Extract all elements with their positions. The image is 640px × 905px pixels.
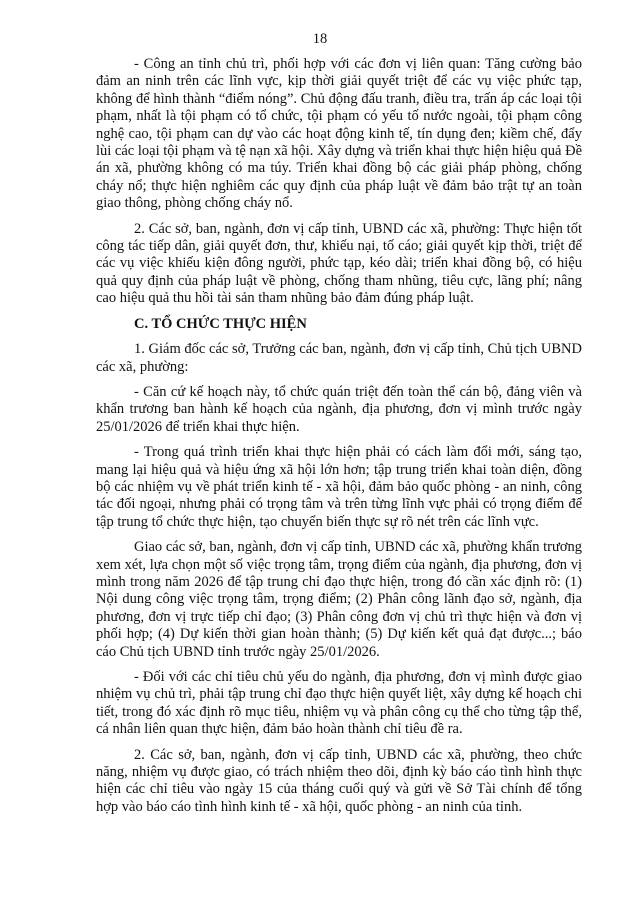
paragraph-quarterly-reporting: 2. Các sở, ban, ngành, đơn vị cấp tỉnh, UBND các xã, phường, theo chức năng, nhiệm vụ được giao, có trách nhiệm theo dõi, định kỳ báo cáo tình hình thực hiện các chỉ tiêu vào ngày 15 của tháng cuối quý và gửi về Sở Tài chính để tổng hợp vào báo cáo tình hình kinh tế - xã hội, quốc phòng - an ninh của tỉnh.: [96, 746, 582, 815]
paragraph-key-tasks-selection: Giao các sở, ban, ngành, đơn vị cấp tỉnh, UBND các xã, phường khẩn trương xem xét, lựa chọn một số việc trọng tâm, trọng điểm của ngành, địa phương, đơn vị mình trong năm 2026 để tập trung chỉ đạo thực hiện, trong đó cần xác định rõ: (1) Nội dung công việc trọng tâm, trọng điểm; (2) Phân công lãnh đạo sở, ngành, địa phương, đơn vị trực tiếp chỉ đạo; (3) Phân công đơn vị chủ trì thực hiện và đơn vị phối hợp; (4) Dự kiến thời gian hoàn thành; (5) Dự kiến kết quả đạt được...; báo cáo Chủ tịch UBND tỉnh trước ngày 25/01/2026.: [96, 539, 582, 660]
paragraph-police-tasks: - Công an tỉnh chủ trì, phối hợp với các đơn vị liên quan: Tăng cường bảo đảm an ninh trên các lĩnh vực, kịp thời giải quyết triệt để các vụ việc phức tạp, không để hình thành “điểm nóng”. Chủ động đấu tranh, điều tra, trấn áp các loại tội phạm, nhất là tội phạm có tổ chức, tội phạm có yếu tố nước ngoài, tội phạm công nghệ cao, tội phạm can dự vào các hoạt động kinh tế, tín dụng đen; kiềm chế, đẩy lùi các loại tội phạm và tệ nạn xã hội. Xây dựng và triển khai thực hiện hiệu quả Đề án xã, phường không có ma túy. Triển khai đồng bộ các giải pháp phòng, chống cháy nổ; thực hiện nghiêm các quy định của pháp luật về đảm bảo trật tự an toàn giao thông, phòng chống cháy nổ.: [96, 56, 583, 212]
section-heading-implementation: C. TỔ CHỨC THỰC HIỆN: [134, 315, 307, 332]
paragraph-innovative-implementation: - Trong quá trình triển khai thực hiện phải có cách làm đổi mới, sáng tạo, mang lại hiệu quả và hiệu ứng xã hội lớn hơn; tập trung triển khai toàn diện, đồng bộ các nhiệm vụ về phát triển kinh tế - xã hội, đảm bảo quốc phòng - an ninh, công tác đối ngoại, nhưng phải có trọng tâm và trên từng lĩnh vực phải có trọng điểm để tập trung tổ chức thực hiện, tạo chuyển biến thực sự rõ nét trên các lĩnh vực.: [96, 444, 582, 530]
page-number: 18: [312, 31, 328, 47]
paragraph-citizen-reception: 2. Các sở, ban, ngành, đơn vị cấp tỉnh, UBND các xã, phường: Thực hiện tốt công tác tiếp dân, giải quyết đơn, thư, khiếu nại, tố cáo; giải quyết kịp thời, triệt để các vụ việc khiếu kiện đông người, phức tạp, kéo dài; triển khai đồng bộ, có hiệu quả quy định của pháp luật về phòng, chống tham nhũng, tiêu cực, lãng phí; nâng cao hiệu quả thu hồi tài sản tham nhũng bảo đảm đúng pháp luật.: [96, 220, 582, 307]
paragraph-key-indicators: - Đối với các chỉ tiêu chủ yếu do ngành, địa phương, đơn vị mình được giao nhiệm vụ chủ trì, phải tập trung chỉ đạo thực hiện quyết liệt, xây dựng kế hoạch chi tiết, trong đó xác định rõ mục tiêu, nhiệm vụ và phân công cụ thể cho từng tập thể, cá nhân liên quan thực hiện, đảm bảo hoàn thành chỉ tiêu đề ra.: [96, 669, 582, 738]
paragraph-directors-responsibility: 1. Giám đốc các sở, Trưởng các ban, ngành, đơn vị cấp tỉnh, Chủ tịch UBND các xã, phường:: [96, 341, 582, 375]
paragraph-plan-dissemination: - Căn cứ kế hoạch này, tổ chức quán triệt đến toàn thể cán bộ, đảng viên và khẩn trương ban hành kế hoạch của ngành, địa phương, đơn vị mình trước ngày 25/01/2026 để triển khai thực hiện.: [96, 383, 582, 435]
